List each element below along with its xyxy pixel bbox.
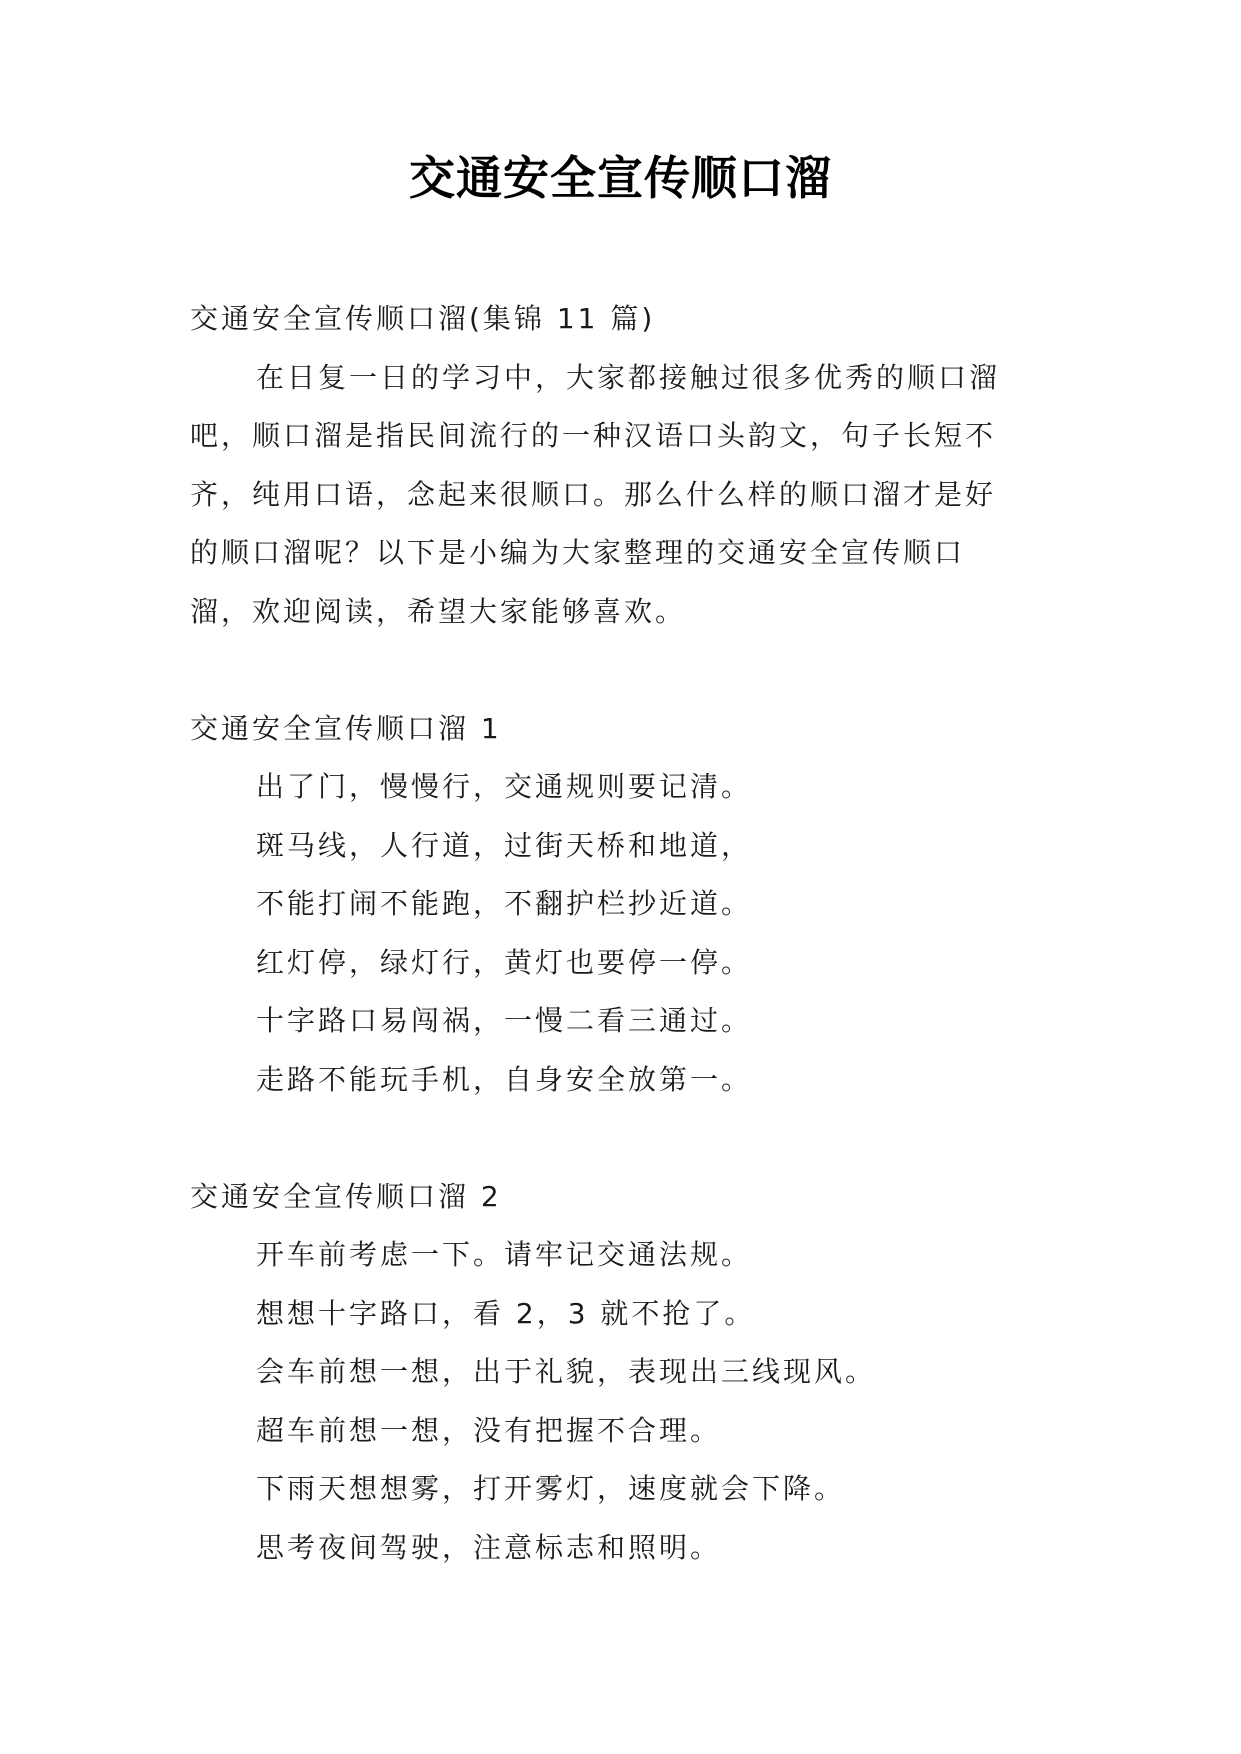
intro-line: 的顺口溜呢？以下是小编为大家整理的交通安全宣传顺口 <box>190 536 966 569</box>
verse-line: 红灯停，绿灯行，黄灯也要停一停。 <box>256 945 753 979</box>
verse-line: 会车前想一想，出于礼貌，表现出三线现风。 <box>256 1355 877 1388</box>
verse-line: 出了门，慢慢行，交通规则要记清。 <box>256 770 753 803</box>
intro-line: 齐，纯用口语，念起来很顺口。那么什么样的顺口溜才是好 <box>190 477 997 511</box>
verse-line: 超车前想一想，没有把握不合理。 <box>256 1413 722 1447</box>
verse-line: 下雨天想想雾，打开雾灯，速度就会下降。 <box>256 1472 846 1505</box>
verse-line: 斑马线，人行道，过街天桥和地道， <box>256 828 753 862</box>
section-heading-1: 交通安全宣传顺口溜 1 <box>190 711 502 745</box>
intro-line: 溜，欢迎阅读，希望大家能够喜欢。 <box>190 594 687 628</box>
intro-line: 在日复一日的学习中，大家都接触过很多优秀的顺口溜 <box>256 360 1001 394</box>
collection-heading: 交通安全宣传顺口溜(集锦 11 篇) <box>190 302 656 335</box>
verse-line: 开车前考虑一下。请牢记交通法规。 <box>256 1238 753 1271</box>
verse-line: 不能打闹不能跑，不翻护栏抄近道。 <box>256 887 753 920</box>
section-spacer <box>190 641 1060 700</box>
document-body <box>190 290 1060 1577</box>
section-spacer <box>190 1109 1060 1168</box>
verse-line: 十字路口易闯祸，一慢二看三通过。 <box>256 1004 753 1037</box>
intro-line: 吧，顺口溜是指民间流行的一种汉语口头韵文，句子长短不 <box>190 419 997 452</box>
verse-line: 思考夜间驾驶，注意标志和照明。 <box>256 1530 722 1564</box>
verse-line: 走路不能玩手机，自身安全放第一。 <box>256 1062 753 1096</box>
verse-line: 想想十字路口，看 2，3 就不抢了。 <box>256 1296 756 1330</box>
document-title: 交通安全宣传顺口溜 <box>409 151 832 205</box>
section-heading-2: 交通安全宣传顺口溜 2 <box>190 1179 502 1213</box>
